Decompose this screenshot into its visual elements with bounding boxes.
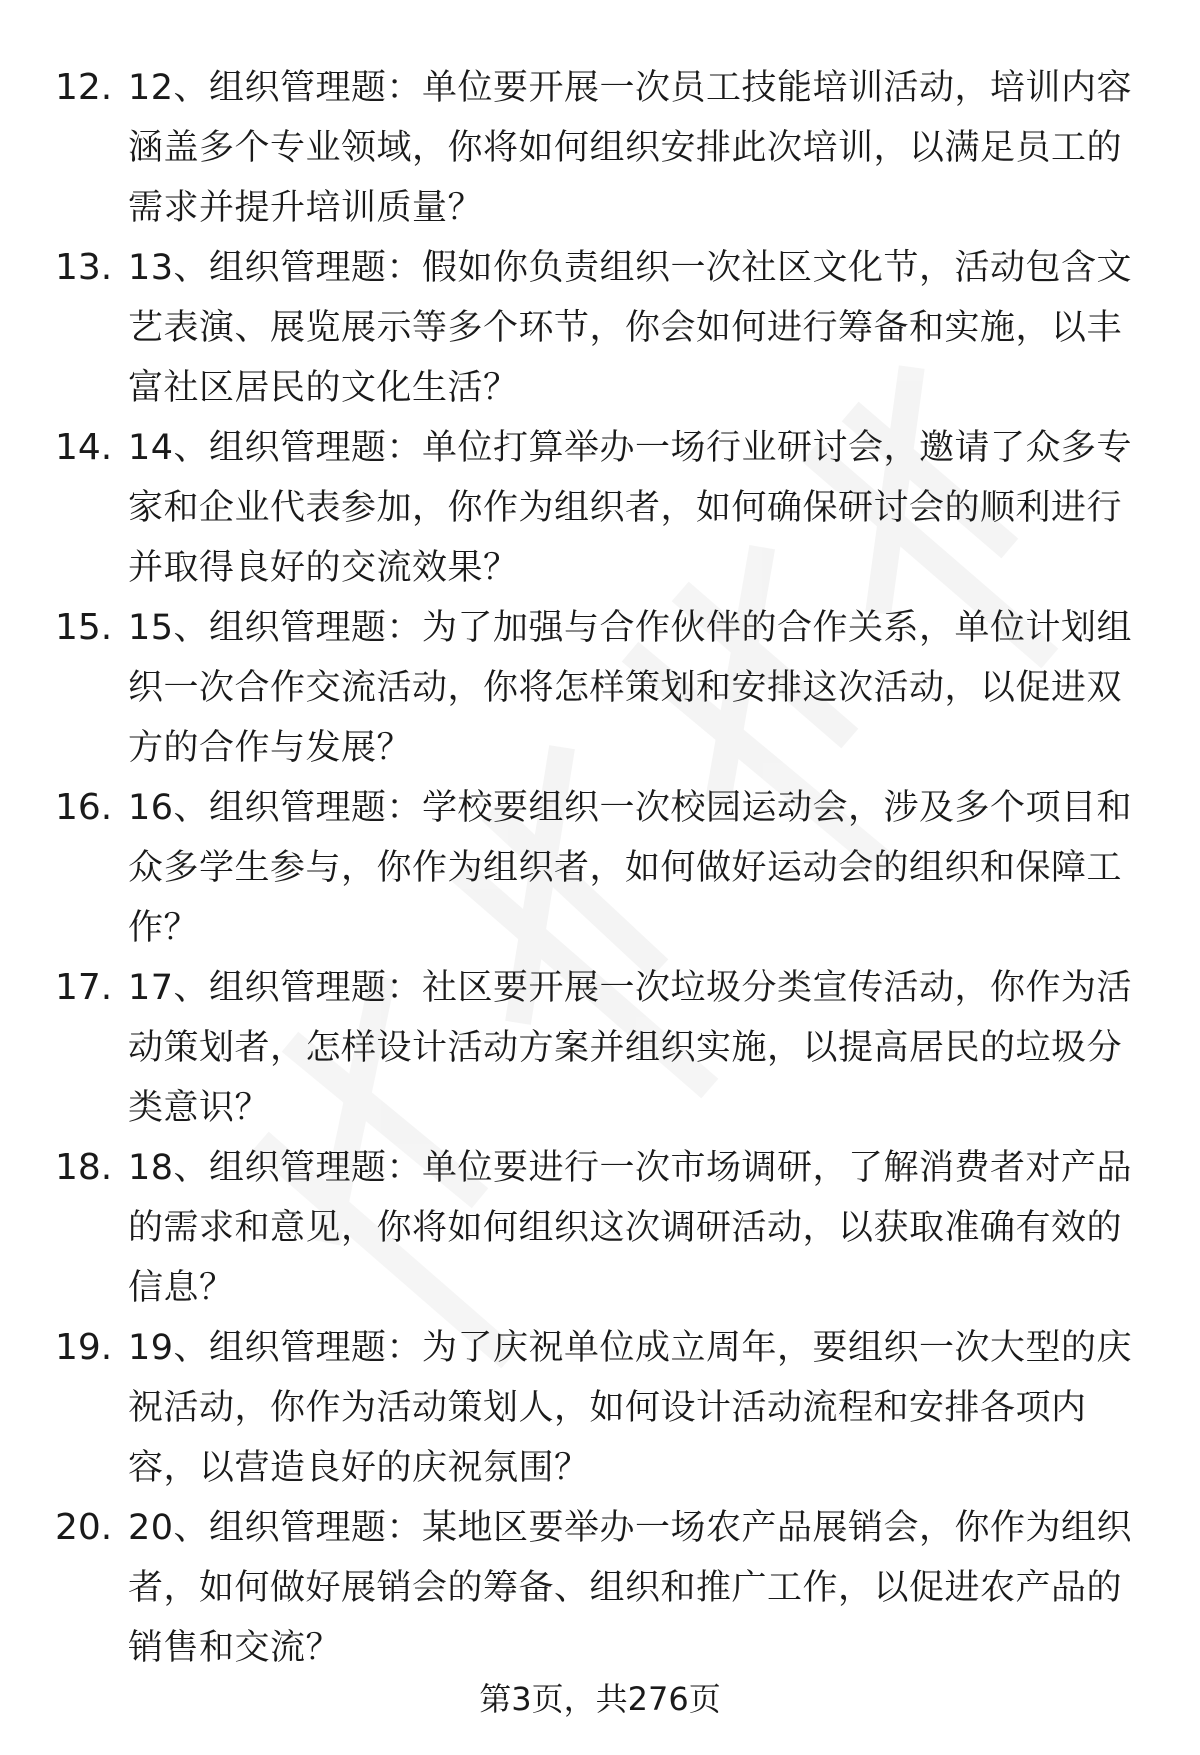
question-text: 19、组织管理题：为了庆祝单位成立周年，要组织一次大型的庆祝活动，你作为活动策划人，如何设计活动流程和安排各项内容，以营造良好的庆祝氛围？ <box>128 1328 1133 1488</box>
question-text: 20、组织管理题：某地区要举办一场农产品展销会，你作为组织者，如何做好展销会的筹备、组织和推广工作，以促进农产品的销售和交流？ <box>128 1508 1133 1668</box>
question-text: 15、组织管理题：为了加强与合作伙伴的合作关系，单位计划组织一次合作交流活动，你将怎样策划和安排这次活动，以促进双方的合作与发展？ <box>128 608 1133 768</box>
question-number: 12. <box>55 67 113 108</box>
question-text: 17、组织管理题：社区要开展一次垃圾分类宣传活动，你作为活动策划者，怎样设计活动方案并组织实施，以提高居民的垃圾分类意识？ <box>128 968 1133 1128</box>
question-number: 14. <box>55 427 113 468</box>
question-text: 14、组织管理题：单位打算举办一场行业研讨会，邀请了众多专家和企业代表参加，你作为组织者，如何确保研讨会的顺利进行并取得良好的交流效果？ <box>128 428 1133 588</box>
question-text: 18、组织管理题：单位要进行一次市场调研，了解消费者对产品的需求和意见，你将如何组织这次调研活动，以获取准确有效的信息？ <box>128 1148 1133 1308</box>
question-number: 15. <box>55 607 113 648</box>
question-number: 18. <box>55 1147 113 1188</box>
question-text: 13、组织管理题：假如你负责组织一次社区文化节，活动包含文艺表演、展览展示等多个环节，你会如何进行筹备和实施，以丰富社区居民的文化生活？ <box>128 248 1133 408</box>
question-number: 20. <box>55 1507 113 1548</box>
question-text: 12、组织管理题：单位要开展一次员工技能培训活动，培训内容涵盖多个专业领域，你将如何组织安排此次培训，以满足员工的需求并提升培训质量？ <box>128 68 1133 228</box>
page-number: 第3页，共276页 <box>479 1680 721 1718</box>
question-text: 16、组织管理题：学校要组织一次校园运动会，涉及多个项目和众多学生参与，你作为组织者，如何做好运动会的组织和保障工作？ <box>128 788 1133 948</box>
question-number: 16. <box>55 787 113 828</box>
question-number: 17. <box>55 967 113 1008</box>
question-number: 19. <box>55 1327 113 1368</box>
question-number: 13. <box>55 247 113 288</box>
